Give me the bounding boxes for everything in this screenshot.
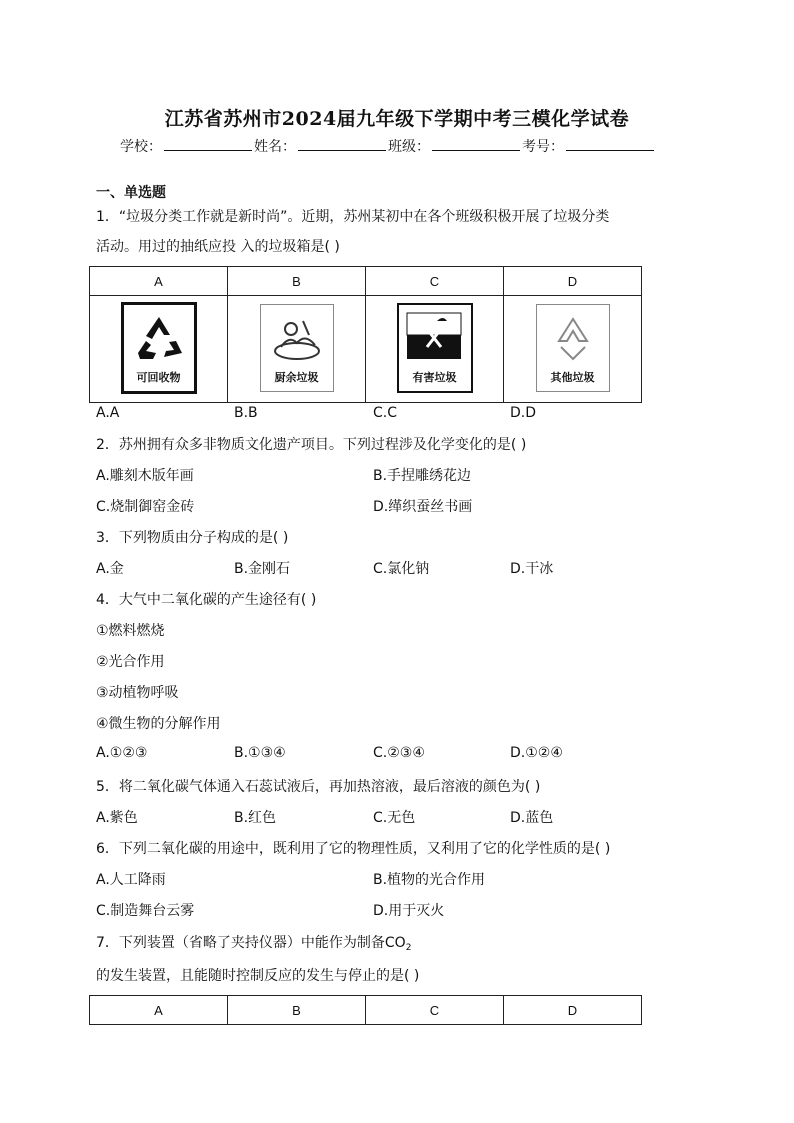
q6-option-d[interactable]: D.用于灭火 bbox=[373, 903, 445, 919]
page-title: 江苏省苏州市2024届九年级下学期中考三模化学试卷 bbox=[164, 108, 630, 130]
q1-header-c: C bbox=[366, 267, 504, 296]
q1-option-a[interactable]: A.A bbox=[96, 405, 120, 421]
q7-header-b: B bbox=[228, 996, 366, 1025]
q5-option-a[interactable]: A.紫色 bbox=[96, 810, 138, 826]
q4-option-d[interactable]: D.①②④ bbox=[510, 745, 563, 761]
q1-bin-label-b: 厨余垃圾 bbox=[274, 370, 319, 384]
q6-option-a[interactable]: A.人工降雨 bbox=[96, 872, 166, 888]
q1-header-b: B bbox=[228, 267, 366, 296]
q6-option-b[interactable]: B.植物的光合作用 bbox=[373, 872, 486, 888]
q1-option-d[interactable]: D.D bbox=[510, 405, 537, 421]
hazardous-waste-bin-icon bbox=[397, 303, 473, 393]
q1-header-a: A bbox=[90, 267, 228, 296]
q2-option-b[interactable]: B.手捏雕绣花边 bbox=[373, 468, 472, 484]
co2-formula: CO bbox=[384, 935, 406, 951]
q1-cell-c bbox=[366, 296, 504, 403]
q4-stem: 4．大气中二氧化碳的产生途径有( ) bbox=[96, 592, 317, 608]
q6-stem: 6．下列二氧化碳的用途中，既利用了它的物理性质，又利用了它的化学性质的是( ) bbox=[96, 841, 611, 857]
school-label: 学校： bbox=[120, 139, 162, 155]
q3-stem: 3．下列物质由分子构成的是( ) bbox=[96, 530, 289, 546]
section-heading: 一、单选题 bbox=[96, 185, 166, 201]
q7-header-a: A bbox=[90, 996, 228, 1025]
q1-cell-b bbox=[228, 296, 366, 403]
school-blank[interactable] bbox=[164, 136, 252, 151]
q2-option-c[interactable]: C.烧制御窑金砖 bbox=[96, 499, 195, 515]
q7-header-d: D bbox=[504, 996, 642, 1025]
q2-stem: 2．苏州拥有众多非物质文化遗产项目。下列过程涉及化学变化的是( ) bbox=[96, 437, 527, 453]
q1-bin-label-c: 有害垃圾 bbox=[412, 370, 457, 384]
q5-option-c[interactable]: C.无色 bbox=[373, 810, 416, 826]
q1-option-b[interactable]: B.B bbox=[234, 405, 258, 421]
q2-option-d[interactable]: D.缂织蚕丝书画 bbox=[373, 499, 473, 515]
q2-option-a[interactable]: A.雕刻木版年画 bbox=[96, 468, 194, 484]
name-blank[interactable] bbox=[298, 136, 386, 151]
q7-stem-line1 bbox=[96, 932, 411, 953]
q5-stem: 5．将二氧化碳气体通入石蕊试液后，再加热溶液，最后溶液的颜色为( ) bbox=[96, 779, 541, 795]
q5-option-b[interactable]: B.红色 bbox=[234, 810, 277, 826]
q7-option-table bbox=[89, 995, 642, 1025]
other-waste-bin-icon bbox=[536, 304, 610, 392]
q1-bin-label-d: 其他垃圾 bbox=[550, 370, 595, 384]
q4-item-1: ①燃料燃烧 bbox=[96, 623, 165, 639]
student-info-row bbox=[120, 136, 656, 156]
q7-stem-line2: 的发生装置，且能随时控制反应的发生与停止的是( ) bbox=[96, 968, 420, 984]
q7-header-c: C bbox=[366, 996, 504, 1025]
q1-option-c[interactable]: C.C bbox=[373, 405, 398, 421]
q1-cell-d bbox=[504, 296, 642, 403]
q3-option-d[interactable]: D.干冰 bbox=[510, 561, 554, 577]
q3-option-b[interactable]: B.金刚石 bbox=[234, 561, 291, 577]
q4-item-2: ②光合作用 bbox=[96, 654, 165, 670]
class-label: 班级： bbox=[388, 139, 430, 155]
q4-option-b[interactable]: B.①③④ bbox=[234, 745, 286, 761]
q3-option-c[interactable]: C.氯化钠 bbox=[373, 561, 430, 577]
q4-option-c[interactable]: C.②③④ bbox=[373, 745, 425, 761]
name-label: 姓名： bbox=[254, 139, 296, 155]
q7-stem-text: 7．下列装置（省略了夹持仪器）中能作为制备 bbox=[96, 935, 385, 951]
q4-option-a[interactable]: A.①②③ bbox=[96, 745, 148, 761]
co2-subscript: 2 bbox=[405, 943, 412, 953]
q1-bin-label-a: 可回收物 bbox=[136, 370, 181, 384]
q4-item-4: ④微生物的分解作用 bbox=[96, 716, 221, 732]
number-label: 考号： bbox=[522, 139, 564, 155]
kitchen-waste-bin-icon bbox=[260, 304, 334, 392]
number-blank[interactable] bbox=[566, 136, 654, 151]
q1-stem-line1: 1．“垃圾分类工作就是新时尚”。近期，苏州某初中在各个班级积极开展了垃圾分类 bbox=[96, 209, 610, 225]
recyclable-bin-icon bbox=[121, 302, 197, 394]
q1-cell-a bbox=[90, 296, 228, 403]
q4-item-3: ③动植物呼吸 bbox=[96, 685, 179, 701]
class-blank[interactable] bbox=[432, 136, 520, 151]
q1-header-d: D bbox=[504, 267, 642, 296]
q5-option-d[interactable]: D.蓝色 bbox=[510, 810, 554, 826]
q3-option-a[interactable]: A.金 bbox=[96, 561, 124, 577]
q1-option-table bbox=[89, 266, 642, 403]
q1-stem-line2: 活动。用过的抽纸应投 入的垃圾箱是( ) bbox=[96, 239, 340, 255]
q6-option-c[interactable]: C.制造舞台云雾 bbox=[96, 903, 195, 919]
